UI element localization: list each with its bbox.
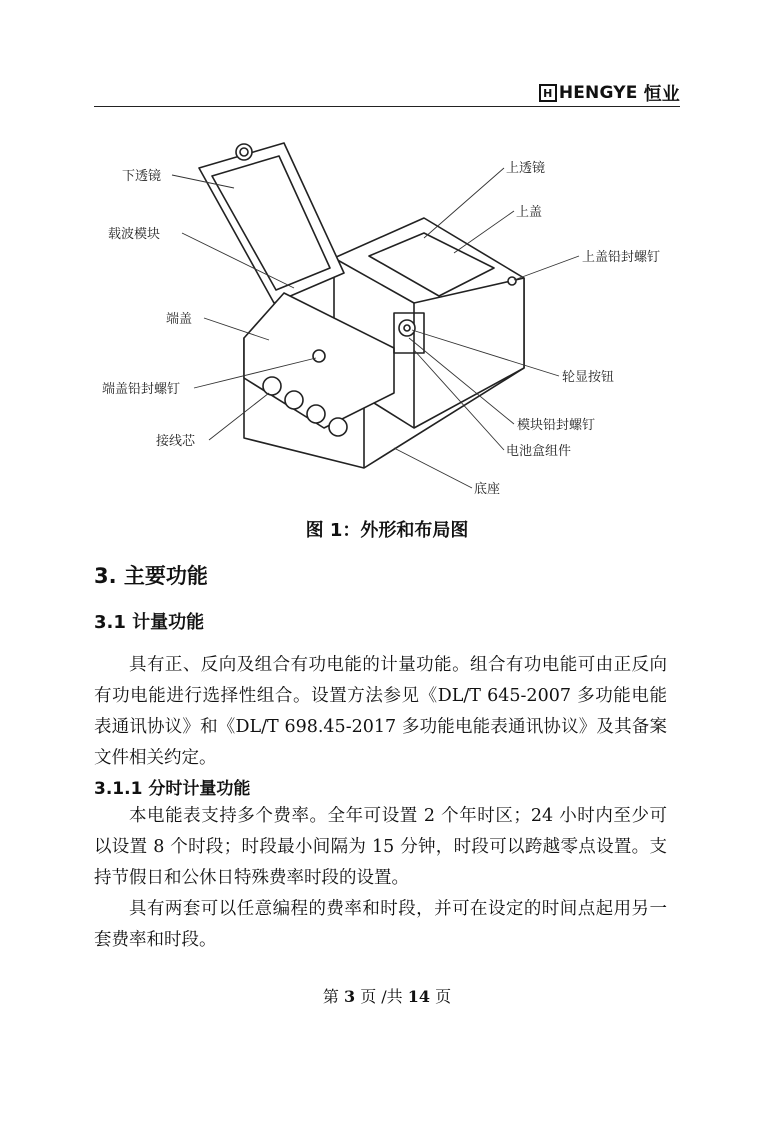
- page-footer: [0, 984, 774, 1007]
- label-lower-lens: 下透镜: [122, 169, 162, 184]
- meter-diagram: [94, 128, 694, 508]
- page-number: 3: [343, 987, 356, 1006]
- label-terminal: 接线芯: [156, 434, 196, 449]
- label-end-cover-seal-screw: 端盖铅封螺钉: [102, 382, 181, 397]
- page-suffix: 页: [435, 987, 452, 1006]
- page-prefix: 第: [322, 987, 339, 1006]
- figure-caption: 图 1：外形和布局图: [305, 520, 469, 541]
- label-upper-lens: 上透镜: [506, 161, 546, 176]
- paragraph-metering: 具有正、反向及组合有功电能的计量功能。组合有功电能可由正反向有功电能进行选择性组合。设置方法参见《DL/T 645-2007 多功能电能表通讯协议》和《DL/T 698.45-2017 多功能电能表通讯协议》及其备案文件相关约定。: [94, 655, 667, 768]
- company-logo: [539, 80, 680, 106]
- logo-text: HENGYE: [558, 83, 638, 103]
- paragraph-tariff-sets: 具有两套可以任意编程的费率和时段，并可在设定的时间点起用另一套费率和时段。: [94, 899, 667, 950]
- label-battery-box: 电池盒组件: [506, 444, 572, 459]
- page-mid: 页 /共: [360, 987, 403, 1006]
- subsubsection-title: 3.1.1 分时计量功能: [94, 779, 251, 799]
- label-upper-cover-seal-screw: 上盖铅封螺钉: [582, 250, 661, 265]
- paragraph-tariff: 本电能表支持多个费率。全年可设置 2 个年时区；24 小时内至少可以设置 8 个时段；时段最小间隔为 15 分钟，时段可以跨越零点设置。支持节假日和公休日特殊费率时段的设置。: [94, 806, 667, 888]
- section-title: 3. 主要功能: [94, 564, 208, 588]
- page-total: 14: [407, 987, 431, 1006]
- label-upper-cover: 上盖: [516, 205, 543, 220]
- label-scroll-button: 轮显按钮: [562, 370, 615, 385]
- label-carrier-module: 载波模块: [108, 227, 161, 242]
- subsection-title: 3.1 计量功能: [94, 612, 205, 633]
- label-end-cover: 端盖: [166, 312, 193, 327]
- label-base: 底座: [474, 482, 501, 497]
- lower-lens-lid: [199, 143, 344, 303]
- logo-mark-icon: H: [539, 84, 557, 102]
- page-header: [94, 80, 680, 107]
- label-module-seal-screw: 模块铅封螺钉: [517, 418, 596, 433]
- meter-illustration: [94, 128, 694, 508]
- logo-cn-text: 恒业: [643, 84, 680, 105]
